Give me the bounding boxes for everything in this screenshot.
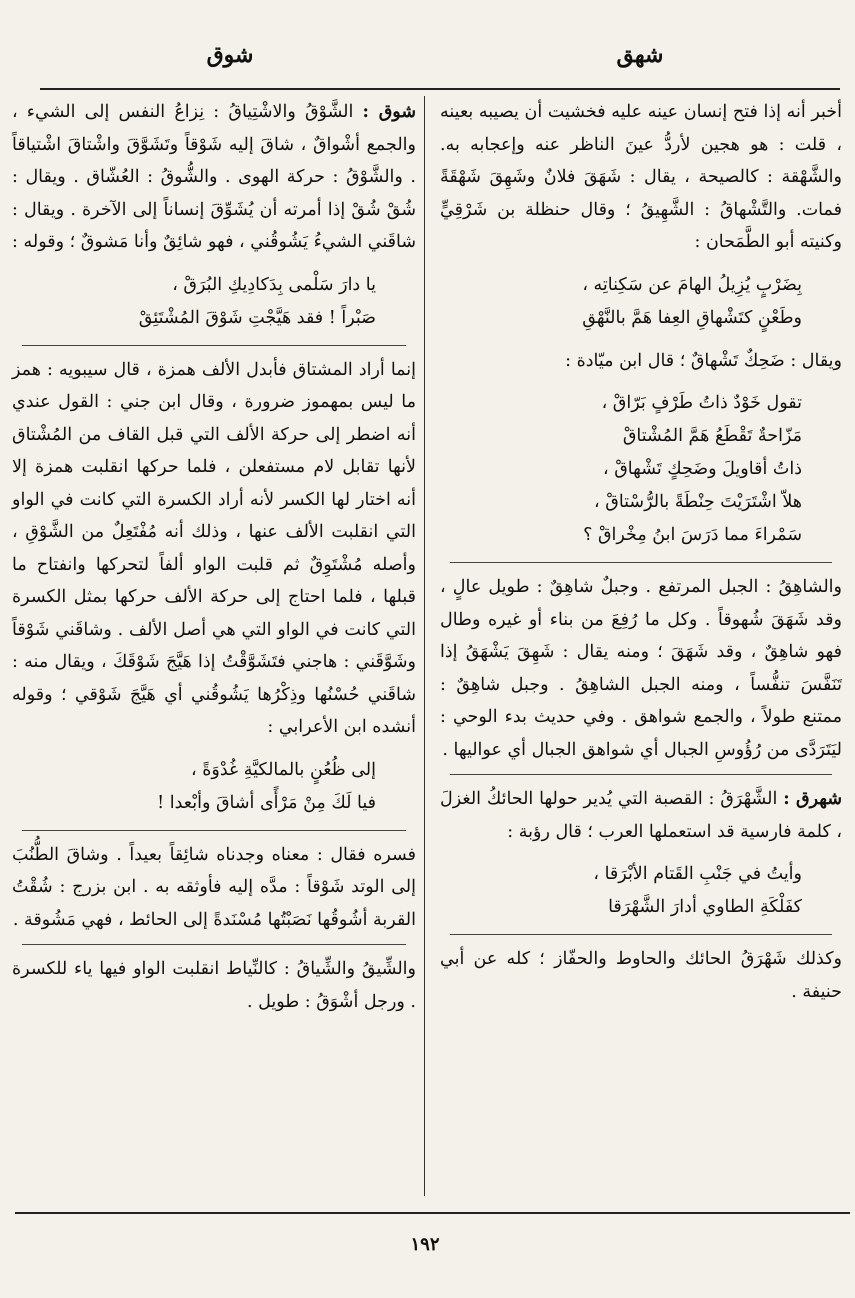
paragraph: أخبر أنه إذا فتح إنسان عينه عليه فخشيت أن يصيبه بعينه ، قلت : هو هجين لأردُّ عينَ الناظر عنه وإعجابه به. والشَّهْقة : كالصيحة ، يقال : شَهَقَ فلانٌ وشَهِقَ شَهْقَةً فمات. والتَّشْهاقُ : الشَّهِيقُ ؛ وقال حنظلة بن شَرْقِيٍّ وكنيته أبو الطَّمَحان : — [440, 102, 842, 252]
separator — [22, 345, 406, 346]
entry-headword: شوق : — [362, 102, 416, 122]
running-head-right: شهق — [616, 42, 664, 68]
verse-line: يا دارَ سَلْمى بِدَكادِيكِ البُرَقْ ، — [172, 274, 376, 295]
paragraph: والشِّيقُ والشِّياقُ : كالنِّياط انقلبت الواو فيها ياء للكسرة . ورجل أشْوَقُ : طويل . — [12, 959, 416, 1012]
running-head-left: شوق — [206, 42, 254, 68]
entry-text: الشَّوْقُ والاشْتِياقُ : نِزاعُ النفس إلى الشيء ، والجمع أشْواقٌ ، شاقَ إليه شَوْقاً وتَشَوَّقَ واشْتاقَ اشْتياقاً . والشَّوْقُ : حركة الهوى . والشُّوقُ : العُشّاق . ويقال : شُقْ شُقْ إذا أمرته أن يُشَوِّقَ إنساناً إلى الآخرة . ويقال : شاقَني الشيءُ يَشُوقُني ، فهو شائِقٌ وأنا مَشوقٌ ؛ وقوله : — [12, 102, 416, 252]
verse-line: كفَلْكَةِ الطاوي أدارَ الشَّهْرَقا — [608, 897, 802, 917]
column-divider — [424, 96, 425, 1196]
separator — [22, 944, 406, 945]
verse-block — [440, 269, 842, 335]
left-column — [12, 96, 416, 1018]
verse-line: بِضَرْبٍ يُزِيلُ الهامَ عن سَكِناتِه ، — [582, 274, 802, 295]
entry-paragraph — [12, 96, 416, 259]
page-number: ١٩٢ — [410, 1234, 440, 1255]
verse-line: فيا لَكَ مِنْ مَرْأًى أشاقَ وأبْعدا ! — [157, 792, 376, 813]
paragraph: إنما أراد المشتاق فأبدل الألف همزة ، قال سيبويه : همز ما ليس بمهموز ضرورة ، وقال ابن جني : القول عندي أنه اضطر إلى حركة الألف التي قبل القاف من المُشْتاق لأنها تقابل لام مستفعلن ، فلما حركها انقلبت همزة إلا أنه اختار لها الكسر لأنه أراد الكسرة التي كانت في الواو التي انقلبت الألف عنها ، وذلك أنه مُفْتَعِلٌ من الشَّوْقِ ، وأصله مُشْتَوِقٌ ثم قلبت الواو ألفاً لتحركها وانفتاح ما قبلها ، فلما احتاج إلى حركة الألف حركها بمثل الكسرة التي كانت في الواو التي هي أصل الألف . وشاقَني شَوْقاً وشَوَّقَني : هاجني فتَشَوَّقْتُ إذا هَيَّجَ شَوْقَكَ ، ويقال منه : شاقَني حُسْنُها وذِكْرُها يَشُوقُني أي هَيَّجَ شَوْقي ؛ وقوله أنشده ابن الأعرابي : — [12, 359, 416, 737]
bottom-rule — [15, 1212, 850, 1214]
separator — [450, 774, 832, 775]
separator — [450, 562, 832, 563]
verse-line: هلاّ اشْتَرَيْتَ حِنْطَةً بالرُّسْتاقْ ، — [594, 492, 802, 512]
verse-line: وأيتُ في جَنْبِ القَتام الأبْرَقا ، — [593, 864, 802, 884]
verse-line: إلى ظُعُنٍ بالمالكيَّةِ غُدْوَةً ، — [191, 759, 376, 780]
verse-block — [12, 754, 416, 820]
verse-block — [440, 387, 842, 552]
entry-paragraph — [440, 783, 842, 848]
verse-line: وطَعْنٍ كتَشْهاقِ العِفا هَمَّ بالنَّهْقِ — [582, 307, 802, 328]
paragraph: فسره فقال : معناه وجدناه شائِقاً بعيداً . وشاقَ الطُّنُبَ إلى الوتد شَوْقاً : مدَّه إليه فأوثقه به . ابن بزرج : شُقْتُ القربة أشُوقُها نَصَبْتُها مُسْنَدةً إلى الحائط ، فهي مَشُوقة . — [12, 844, 416, 930]
paragraph: والشاهِقُ : الجبل المرتفع . وجبلٌ شاهِقٌ : طويل عالٍ ، وقد شَهَقَ شُهوقاً . وكل ما رُفِعَ من بناء أو غيره وطال فهو شاهِقٌ ، وقد شَهَقَ ؛ ومنه يقال : شَهِقَ يَشْهَقُ إذا تَنَفَّسَ تنفُّساً ، ومنه الجبل الشاهِقُ . وجبل شاهِقٌ : ممتنع طولاً ، والجمع شواهق . وفي حديث بدء الوحي : ليَتَرَدَّى من رُؤُوسِ الجبال أي شواهق الجبال أي عواليها . — [440, 577, 842, 760]
verse-line: سَمْراءَ مما دَرَسَ ابنُ مِخْراقْ ؟ — [583, 525, 802, 545]
entry-headword: شهرق : — [783, 789, 842, 809]
paragraph: ويقال : ضَحِكٌ تَشْهاقٌ ؛ قال ابن ميّادة : — [565, 350, 842, 371]
paragraph: وكذلك شَهْرَقُ الحائك والحاوط والحفّاز ؛ كله عن أبي حنيفة . — [440, 949, 842, 1002]
entry-text: الشَّهْرَقُ : القصبة التي يُدير حولها الحائكُ الغزلَ ، كلمة فارسية قد استعملها العرب ؛ قال رؤبة : — [440, 789, 842, 842]
verse-line: ذاتُ أقاويلَ وضَحِكٍ تَشْهاقْ ، — [603, 459, 802, 479]
separator — [22, 830, 406, 831]
right-column — [440, 96, 842, 1008]
verse-block — [12, 269, 416, 335]
separator — [450, 934, 832, 935]
verse-block — [440, 858, 842, 924]
top-rule — [40, 88, 840, 90]
verse-line: مَزّاحةٌ تَقْطَعُ هَمَّ المُشْتاقْ — [622, 426, 802, 446]
verse-line: تقول خَوْدٌ ذاتُ طَرْفٍ بَرّاقْ ، — [601, 393, 802, 413]
verse-line: صَبْراً ! فقد هَيَّجْتِ شَوْقَ المُشْتَئِقْ — [138, 307, 376, 328]
